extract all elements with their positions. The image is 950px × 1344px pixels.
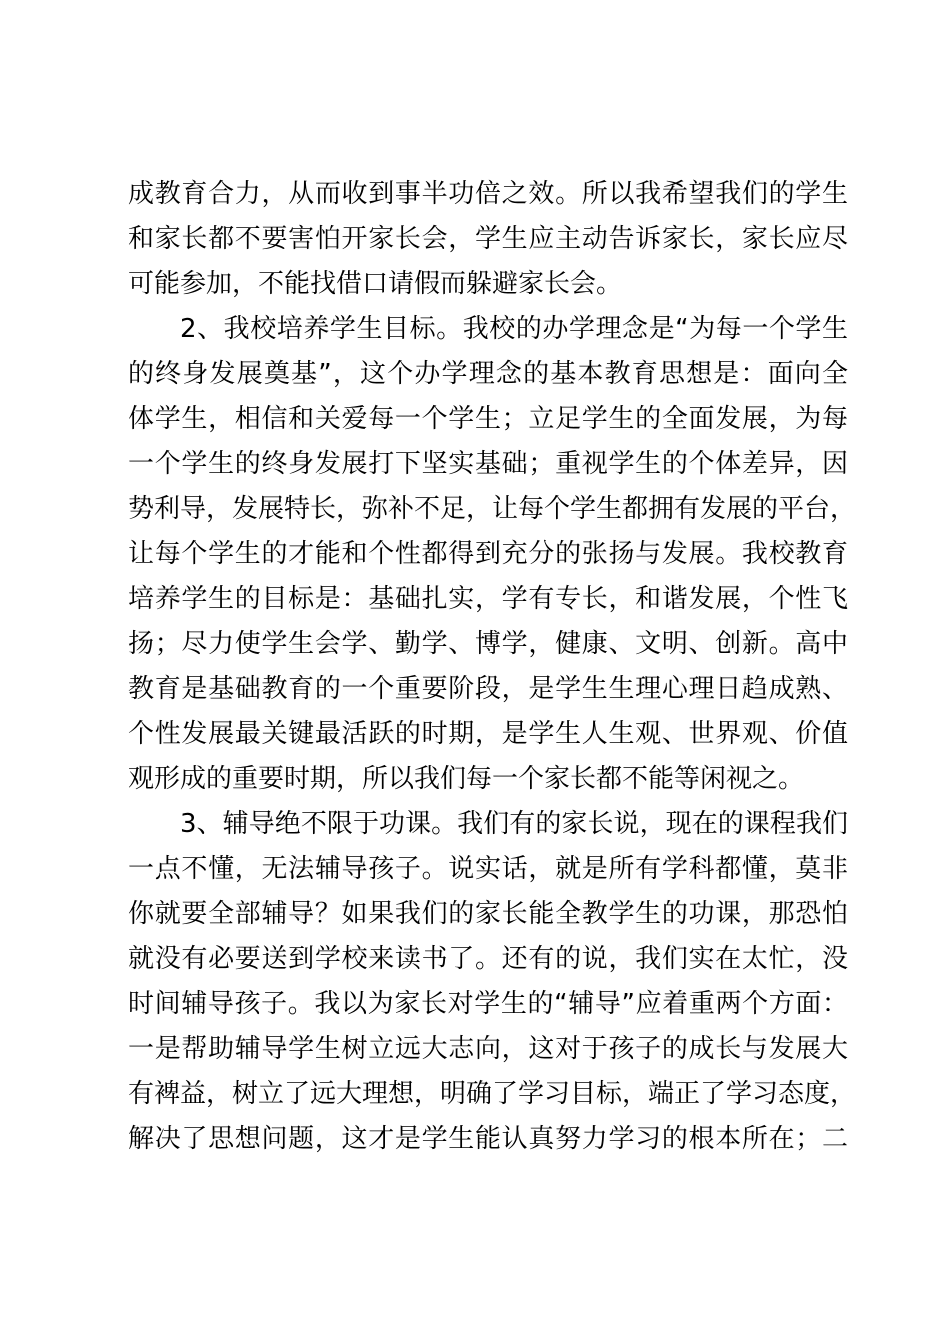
text-line: 和家长都不要害怕开家长会，学生应主动告诉家长，家长应尽	[128, 224, 848, 254]
document-body	[128, 172, 857, 1162]
text-line: 的终身发展奠基”，这个办学理念的基本教育思想是：面向全	[128, 359, 848, 389]
text-line: 你就要全部辅导？如果我们的家长能全教学生的功课，那恐怕	[128, 899, 848, 929]
text-line: 观形成的重要时期，所以我们每一个家长都不能等闲视之。	[128, 764, 805, 794]
text-line: 可能参加，不能找借口请假而躲避家长会。	[128, 269, 623, 299]
text-line: 2、我校培养学生目标。我校的办学理念是“为每一个学生	[180, 314, 848, 344]
text-line: 一个学生的终身发展打下坚实基础；重视学生的个体差异，因	[128, 449, 848, 479]
text-line: 3、辅导绝不限于功课。我们有的家长说，现在的课程我们	[180, 809, 848, 839]
text-line: 体学生，相信和关爱每一个学生；立足学生的全面发展，为每	[128, 404, 848, 434]
text-line: 一是帮助辅导学生树立远大志向，这对于孩子的成长与发展大	[128, 1034, 848, 1064]
text-line: 有裨益，树立了远大理想，明确了学习目标，端正了学习态度，	[128, 1079, 857, 1109]
text-line: 一点不懂，无法辅导孩子。说实话，就是所有学科都懂，莫非	[128, 854, 848, 884]
text-line: 让每个学生的才能和个性都得到充分的张扬与发展。我校教育	[128, 539, 848, 569]
text-line: 时间辅导孩子。我以为家长对学生的“辅导”应着重两个方面：	[128, 989, 848, 1019]
text-line: 教育是基础教育的一个重要阶段，是学生生理心理日趋成熟、	[128, 674, 848, 704]
text-line: 扬；尽力使学生会学、勤学、博学，健康、文明、创新。高中	[128, 629, 848, 659]
text-line: 势利导，发展特长，弥补不足，让每个学生都拥有发展的平台，	[128, 494, 857, 524]
text-line: 解决了思想问题，这才是学生能认真努力学习的根本所在；二	[128, 1124, 848, 1154]
text-line: 成教育合力，从而收到事半功倍之效。所以我希望我们的学生	[128, 179, 848, 209]
text-line: 培养学生的目标是：基础扎实，学有专长，和谐发展，个性飞	[128, 584, 848, 614]
text-line: 就没有必要送到学校来读书了。还有的说，我们实在太忙，没	[128, 944, 848, 974]
text-line: 个性发展最关键最活跃的时期，是学生人生观、世界观、价值	[128, 719, 848, 749]
